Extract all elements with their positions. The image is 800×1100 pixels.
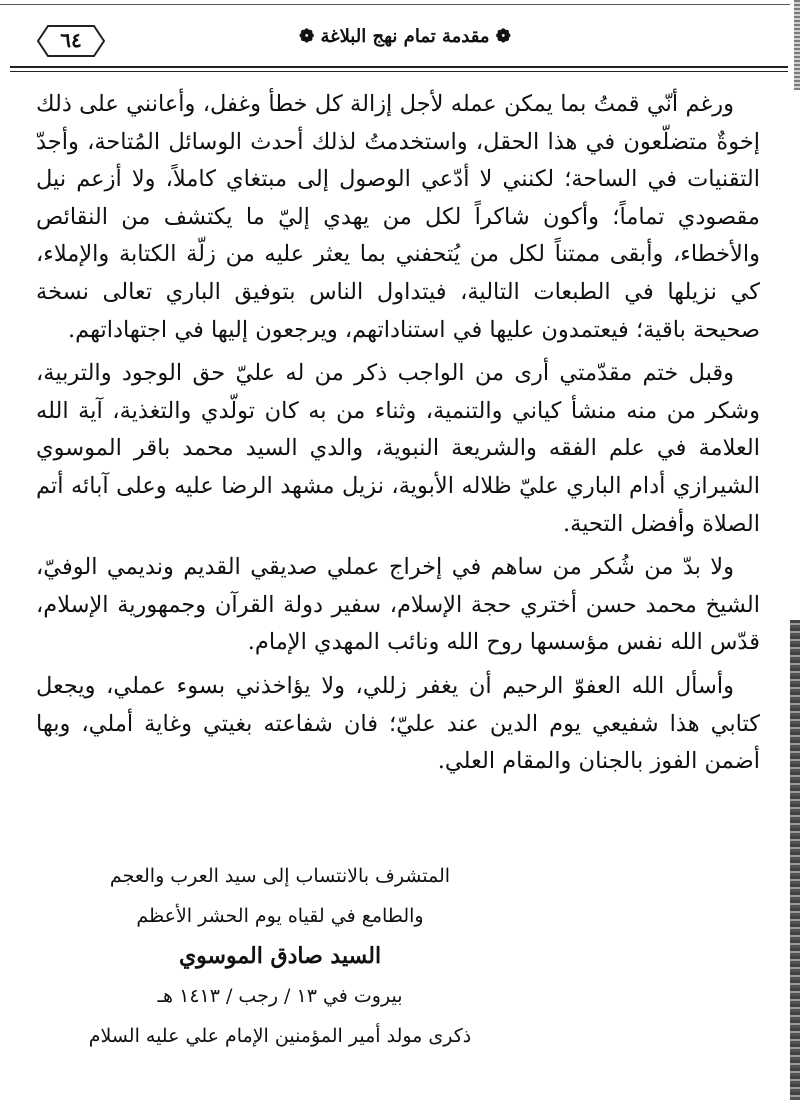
author-name: السيد صادق الموسوي bbox=[178, 943, 382, 969]
signature-line-2: والطامع في لقياه يوم الحشر الأعظم bbox=[136, 905, 424, 927]
binding-edge-top bbox=[794, 0, 800, 90]
signature-occasion: ذكرى مولد أمير المؤمنين الإمام علي عليه السلام bbox=[88, 1025, 472, 1047]
main-text bbox=[36, 86, 760, 787]
page-number-frame bbox=[34, 24, 108, 58]
page-header bbox=[20, 10, 790, 60]
signature-date: بيروت في ١٣ / رجب / ١٤١٣ هـ bbox=[157, 985, 403, 1007]
header-rule-thick bbox=[10, 66, 788, 68]
paragraph-errors-thanks: ورغم أنّي قمتُ بما يمكن عمله لأجل إزالة كل خطأ وغفل، وأعانني على ذلك إخوةٌ متضلّعون في هذا الحقل، واستخدمتُ لذلك أحدث الوسائل المُتاحة، وأجدّ التقنيات في الساحة؛ لكنني لا أدّعي الوصول إلى مبتغاي كاملاً، ولا أزعم نيل مقصودي تماماً؛ وأكون شاكراً لكل من يهدي إليّ ما يكتشف من النقائص والأخطاء، وأبقى ممتناً لكل من يُتحفني بما يعثر عليه من زلّة الكتابة والإملاء، كي نزيلها في الطبعات التالية، فيتداول الناس بتوفيق الباري تعالى نسخة صحيحة باقية؛ فيعتمدون عليها في استناداتهم، ويرجعون إليها في اجتهاداتهم. bbox=[36, 91, 760, 343]
running-title: ❁ مقدمة تمام نهج البلاغة ❁ bbox=[299, 26, 511, 47]
binding-edge bbox=[790, 620, 800, 1100]
signature-line-1: المتشرف بالانتساب إلى سيد العرب والعجم bbox=[109, 865, 451, 887]
paragraph-prayer: وأسأل الله العفوّ الرحيم أن يغفر زللي، ولا يؤاخذني بسوء عملي، ويجعل كتابي هذا شفيعي يوم الدين عند عليّ؛ فان شفاعته بغيتي وغاية أملي، وبها أضمن الفوز بالجنان والمقام العلي. bbox=[36, 672, 760, 775]
top-edge-rule bbox=[0, 4, 790, 5]
page-number: ٦٤ bbox=[60, 28, 82, 52]
signature-block bbox=[40, 856, 520, 1056]
paragraph-father-thanks: وقبل ختم مقدّمتي أرى من الواجب ذكر من له عليّ حق الوجود والتربية، وشكر من منه منشأ كياني والتنمية، وثناء من به كان تولّدي والتغذية، آية الله العلامة في علم الفقه والشريعة النبوية، والدي السيد محمد باقر الموسوي الشيرازي أدام الباري عليّ ظلاله الأبوية، نزيل مشهد الرضا عليه وعلى آبائه أتم الصلاة وأفضل التحية. bbox=[36, 360, 760, 537]
paragraph-friend-thanks: ولا بدّ من شُكر من ساهم في إخراج عملي صديقي القديم ونديمي الوفيّ، الشيخ محمد حسن أختري حجة الإسلام، سفير دولة القرآن وجمهورية الإسلام، قدّس الله نفس مؤسسها روح الله ونائب المهدي الإمام. bbox=[36, 554, 760, 656]
header-rule-thin bbox=[10, 71, 788, 72]
